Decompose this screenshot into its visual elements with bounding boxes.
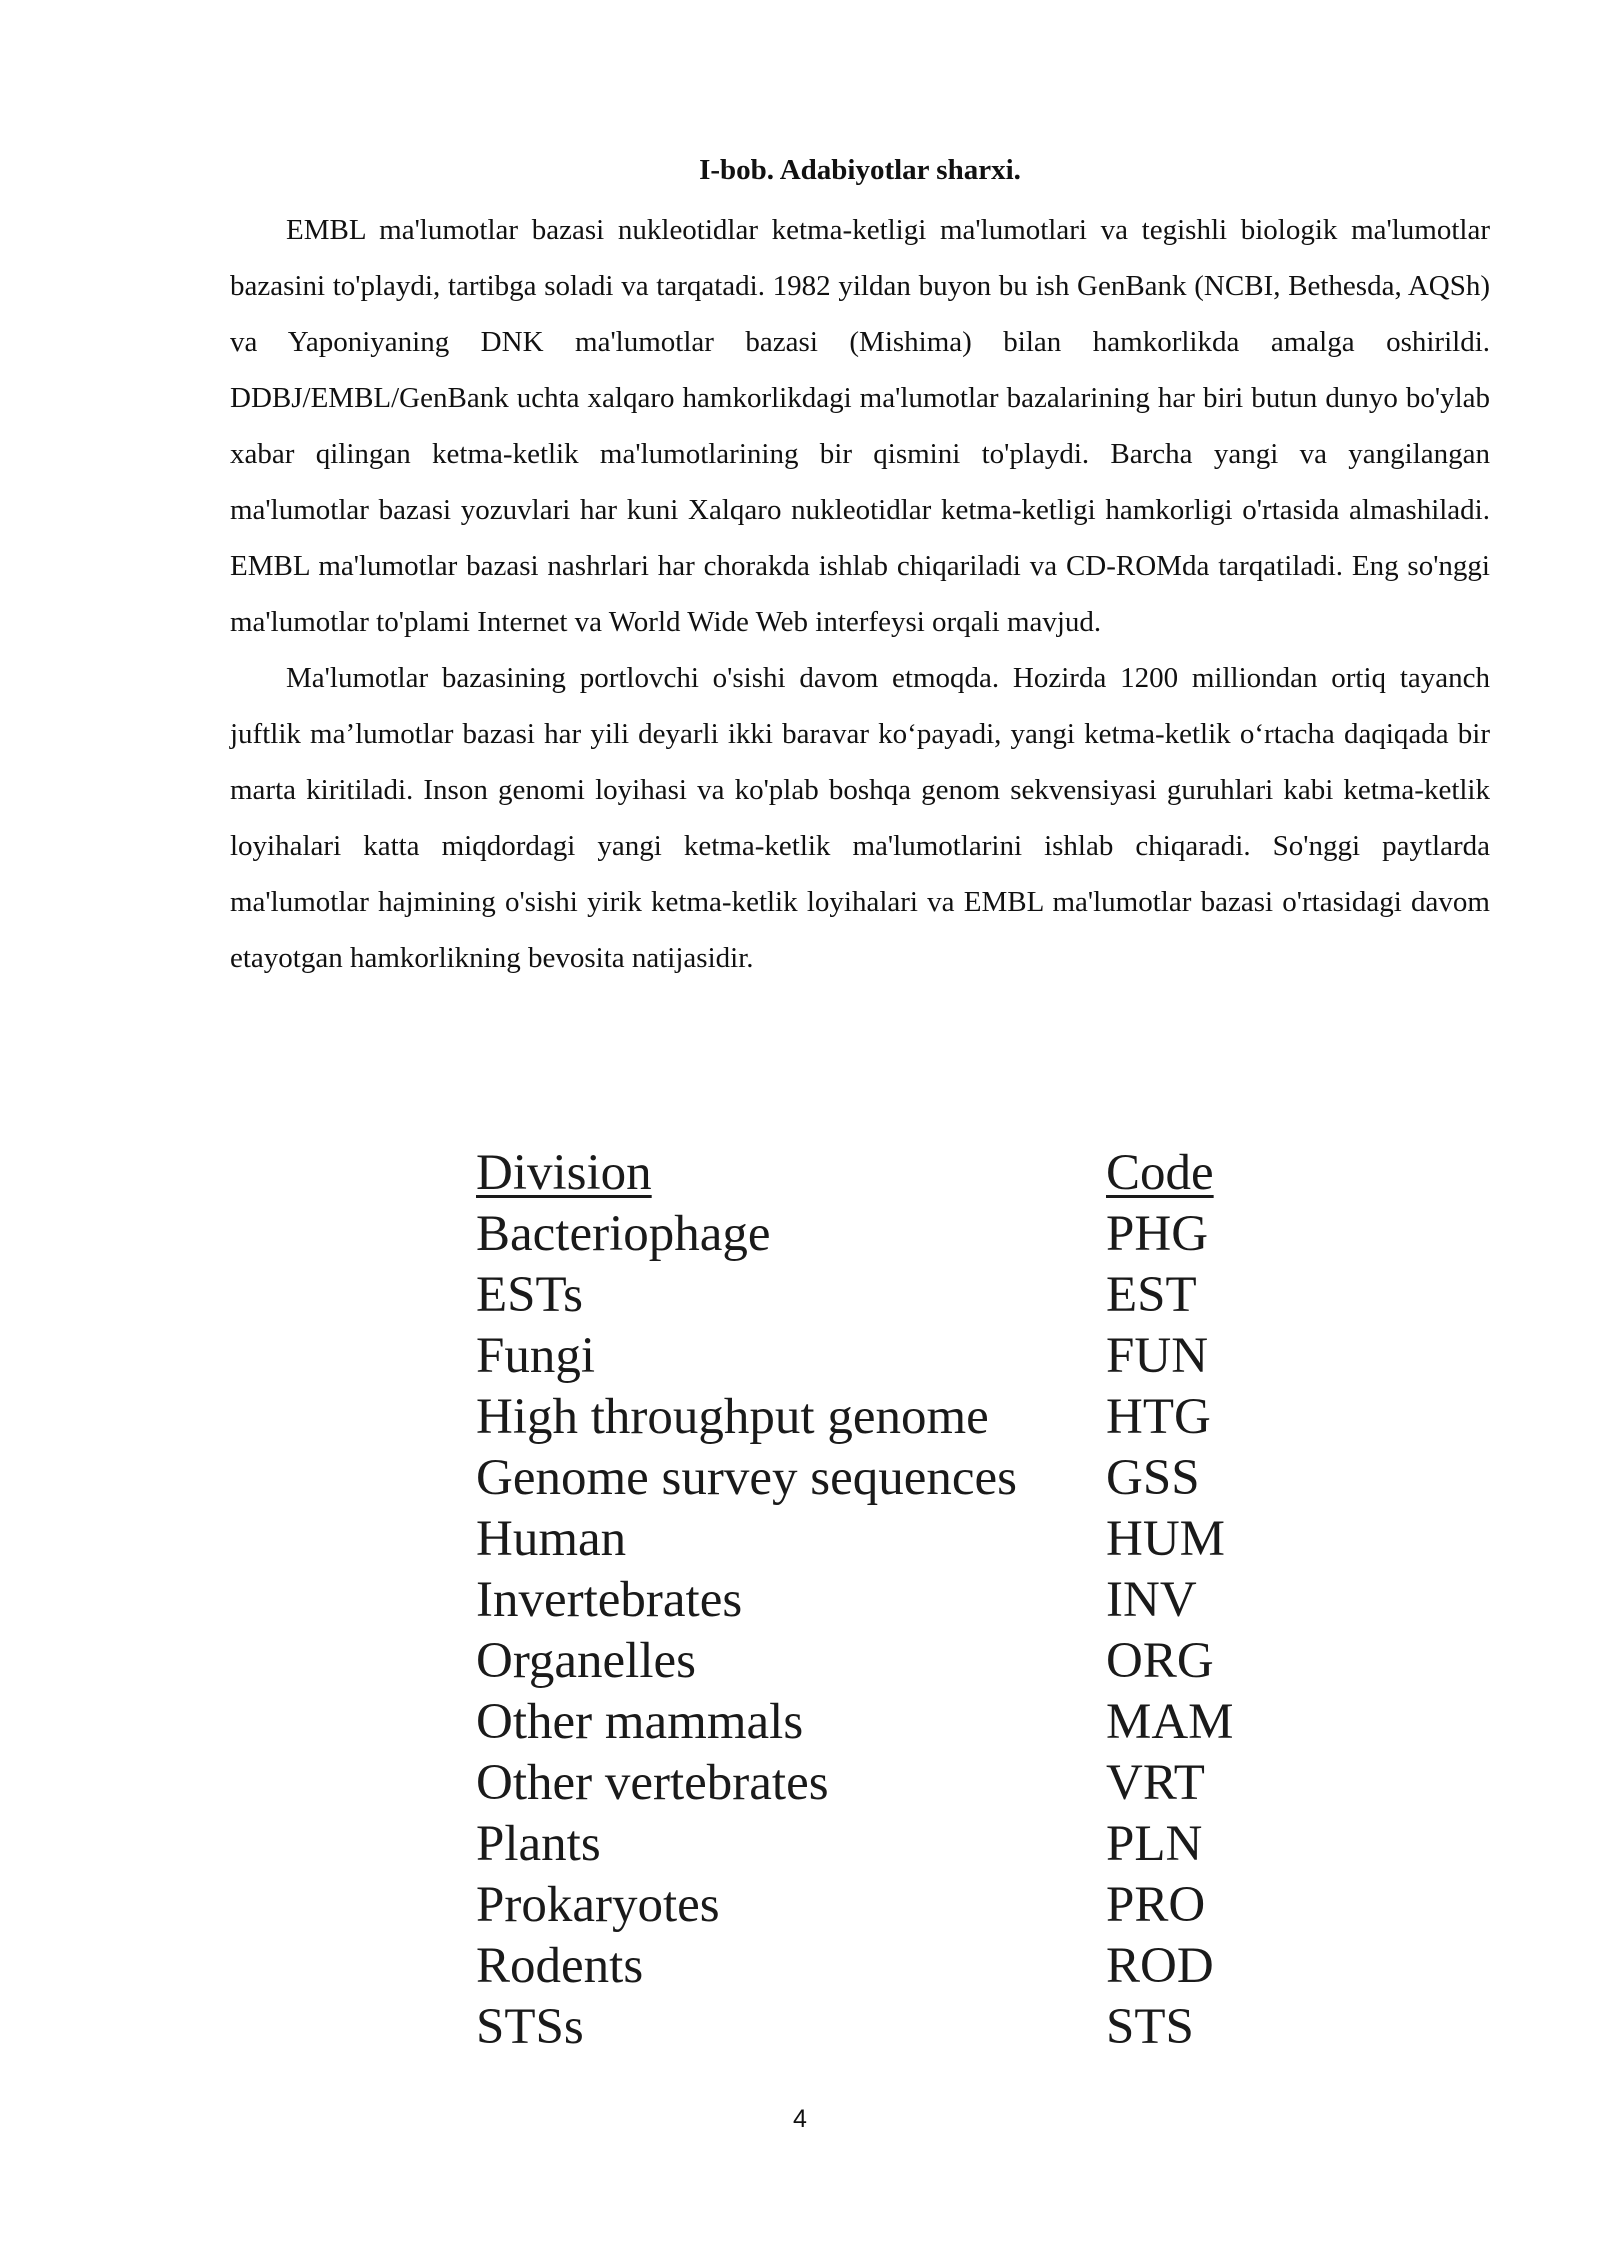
code-cell: FUN	[1106, 1328, 1209, 1384]
table-row	[476, 1509, 1234, 1570]
table-row	[476, 1997, 1234, 2058]
table-row	[476, 1875, 1234, 1936]
code-cell: MAM	[1106, 1694, 1234, 1750]
division-cell: Bacteriophage	[476, 1206, 771, 1262]
division-cell: Genome survey sequences	[476, 1450, 1017, 1506]
code-cell: STS	[1106, 1999, 1194, 2055]
division-cell: Invertebrates	[476, 1572, 743, 1628]
division-cell: Other mammals	[476, 1694, 804, 1750]
code-cell: HTG	[1106, 1389, 1211, 1445]
code-cell: PRO	[1106, 1877, 1206, 1933]
code-cell: ORG	[1106, 1633, 1214, 1689]
division-header-label: Division	[476, 1145, 652, 1201]
table-row	[476, 1936, 1234, 1997]
code-cell: PLN	[1106, 1816, 1203, 1872]
table-row	[476, 1814, 1234, 1875]
division-cell: STSs	[476, 1999, 584, 2055]
code-cell: INV	[1106, 1572, 1197, 1628]
division-cell: Plants	[476, 1816, 601, 1872]
code-header-label: Code	[1106, 1145, 1214, 1201]
division-cell: High throughput genome	[476, 1389, 989, 1445]
paragraph-1: EMBL ma'lumotlar bazasi nukleotidlar ketma-ketligi ma'lumotlari va tegishli biologik ma'lumotlar bazasini to'playdi, tartibga soladi va tarqatadi. 1982 yildan buyon bu ish GenBank (NCBI, Bethesda, AQSh) va Yaponiyaning DNK ma'lumotlar bazasi (Mishima) bilan hamkorlikda amalga oshirildi. DDBJ/EMBL/GenBank uchta xalqaro hamkorlikdagi ma'lumotlar bazalarining har biri butun dunyo bo'ylab xabar qilingan ketma-ketlik ma'lumotlarining bir qismini to'playdi. Barcha yangi va yangilangan ma'lumotlar bazasi yozuvlari har kuni Xalqaro nukleotidlar ketma-ketligi hamkorligi o'rtasida almashiladi. EMBL ma'lumotlar bazasi nashrlari har chorakda ishlab chiqariladi va CD-ROMda tarqatiladi. Eng so'nggi ma'lumotlar to'plami Internet va World Wide Web interfeysi orqali mavjud.	[230, 214, 1490, 638]
table-header-row	[476, 1143, 1234, 1204]
table-row	[476, 1448, 1234, 1509]
code-column-header	[1106, 1143, 1234, 1204]
division-cell: Rodents	[476, 1938, 644, 1994]
table-row	[476, 1692, 1234, 1753]
table-row	[476, 1204, 1234, 1265]
code-cell: PHG	[1106, 1206, 1209, 1262]
code-cell: ROD	[1106, 1938, 1214, 1994]
table-row	[476, 1570, 1234, 1631]
body-text	[230, 202, 1490, 986]
division-code-table	[476, 1143, 1234, 2058]
chapter-heading: I-bob. Adabiyotlar sharxi.	[699, 154, 1021, 186]
table-row	[476, 1265, 1234, 1326]
code-cell: GSS	[1106, 1450, 1200, 1506]
code-cell: HUM	[1106, 1511, 1226, 1567]
table-row	[476, 1753, 1234, 1814]
division-cell: ESTs	[476, 1267, 583, 1323]
division-column-header	[476, 1143, 1106, 1204]
page-number: 4	[793, 2105, 807, 2133]
division-cell: Fungi	[476, 1328, 596, 1384]
division-cell: Human	[476, 1511, 627, 1567]
table-row	[476, 1631, 1234, 1692]
table-row	[476, 1387, 1234, 1448]
code-cell: VRT	[1106, 1755, 1205, 1811]
division-cell: Prokaryotes	[476, 1877, 720, 1933]
table-row	[476, 1326, 1234, 1387]
paragraph-2: Ma'lumotlar bazasining portlovchi o'sishi davom etmoqda. Hozirda 1200 milliondan ortiq tayanch juftlik ma’lumotlar bazasi har yili deyarli ikki baravar ko‘payadi, yangi ketma-ketlik o‘rtacha daqiqada bir marta kiritiladi. Inson genomi loyihasi va ko'plab boshqa genom sekvensiyasi guruhlari kabi ketma-ketlik loyihalari katta miqdordagi yangi ketma-ketlik ma'lumotlarini ishlab chiqaradi. So'nggi paytlarda ma'lumotlar hajmining o'sishi yirik ketma-ketlik loyihalari va EMBL ma'lumotlar bazasi o'rtasidagi davom etayotgan hamkorlikning bevosita natijasidir.	[230, 662, 1490, 974]
division-cell: Organelles	[476, 1633, 696, 1689]
division-cell: Other vertebrates	[476, 1755, 829, 1811]
code-cell: EST	[1106, 1267, 1197, 1323]
